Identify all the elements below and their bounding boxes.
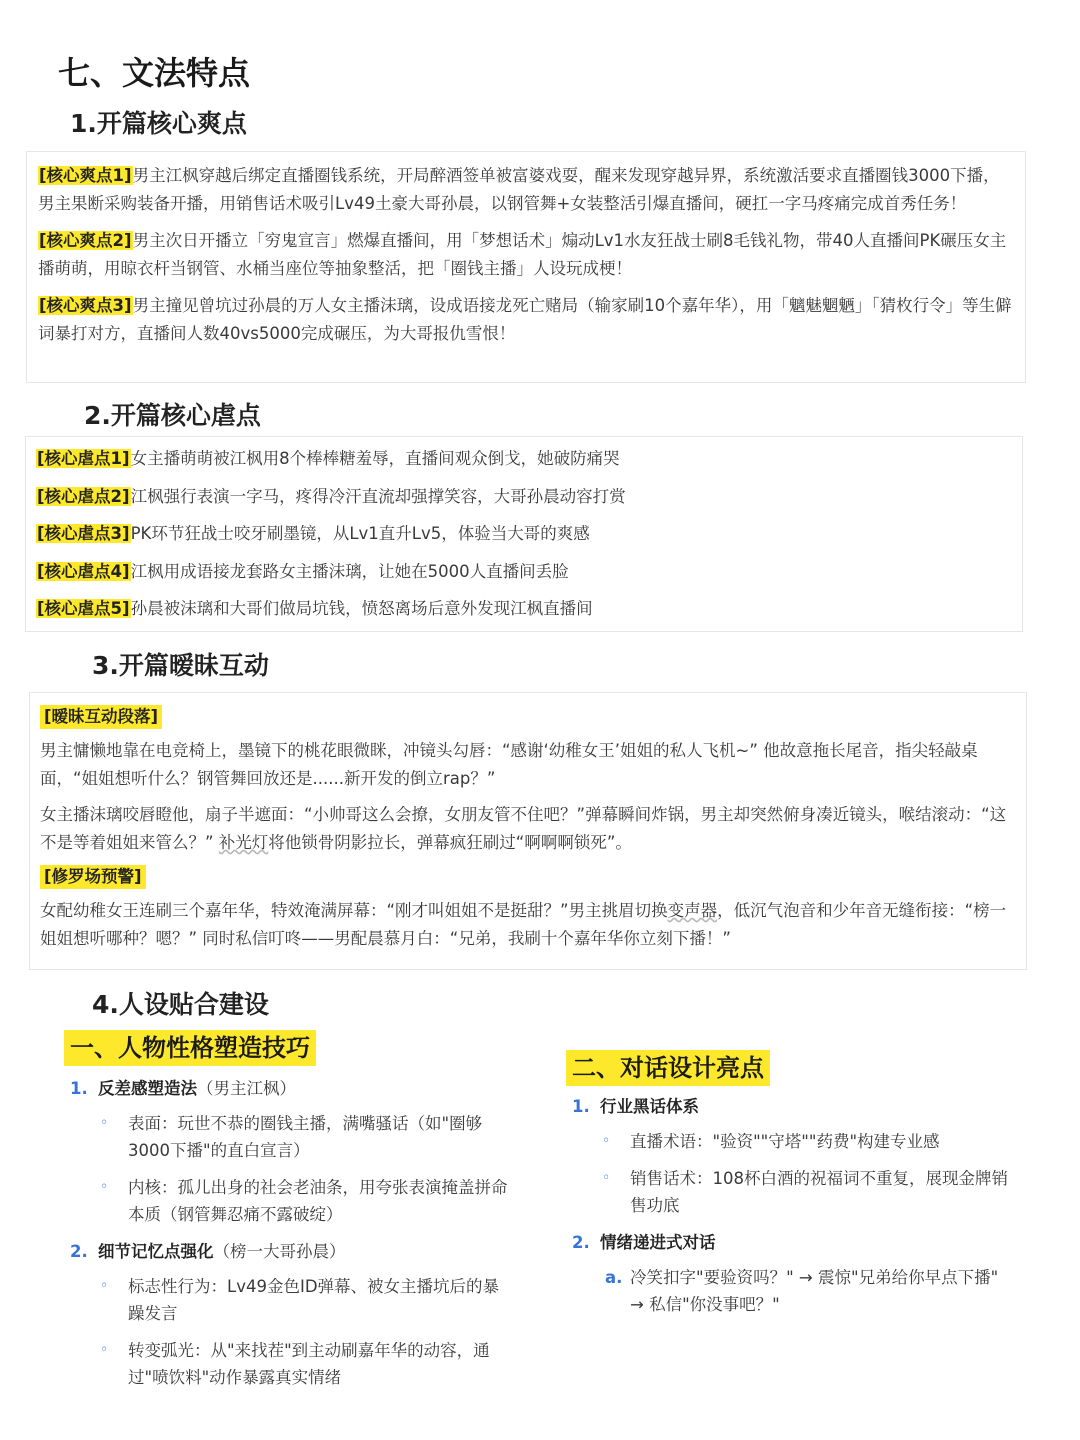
dialogue-highlights-title: 二、对话设计亮点 — [566, 1050, 770, 1086]
sub-item: a. 冷笑扣字"要验资吗？" → 震惊"兄弟给你早点下播" → 私信"你没事吧？" — [605, 1268, 999, 1314]
list-item: 1. 行业黑话体系 — [572, 1097, 699, 1116]
core-highlights-box — [26, 151, 1026, 383]
romance-paragraph: 男主慵懒地靠在电竞椅上，墨镜下的桃花眼微眯，冲镜头勾唇：“感谢‘幼稚女王’姐姐的私人飞机~” 他故意拖长尾音，指尖轻敲桌面，“姐姐想听什么？钢管舞回放还是......新开发的倒立rap？” — [40, 741, 978, 788]
section-heading-3: 3.开篇暧昧互动 — [92, 651, 269, 680]
pain-point-item: [核心虐点2]江枫强行表演一字马，疼得冷汗直流却强撑笑容，大哥孙晨动容打赏 — [37, 486, 626, 506]
highlight-item: [核心爽点3]男主撞见曾坑过孙晨的万人女主播沫璃，设成语接龙死亡赌局（输家刷10个嘉年华），用「魑魅魍魉」「猜枚行令」等生僻词暴打对方，直播间人数40vs5000完成碾压，为大哥报仇雪恨！ — [38, 296, 1012, 343]
bullet-icon: ◦ — [100, 1278, 109, 1294]
list-item: 2. 细节记忆点强化（榜一大哥孙晨） — [70, 1242, 346, 1261]
sub-item: ◦ 转变弧光：从"来找茬"到主动刷嘉年华的动容，通过"喷饮料"动作暴露真实情绪 — [70, 1337, 510, 1391]
conflict-paragraph: 女配幼稚女王连刷三个嘉年华，特效淹满屏幕：“刚才叫姐姐不是挺甜？”男主挑眉切换变声器，低沉气泡音和少年音无缝衔接：“榜一姐姐想听哪种？嗯？” 同时私信叮咚——男配晨慕月白：“兄弟，我刷十个嘉年华你立刻下播！” — [40, 901, 1007, 948]
character-techniques-list — [70, 1075, 510, 1401]
dialogue-highlights-list — [572, 1093, 1012, 1328]
bullet-icon: ◦ — [602, 1170, 611, 1186]
section-heading-1: 1.开篇核心爽点 — [70, 109, 247, 138]
pain-point-item: [核心虐点4]江枫用成语接龙套路女主播沫璃，让她在5000人直播间丢脸 — [37, 561, 569, 581]
bullet-icon: ◦ — [100, 1179, 109, 1195]
pain-point-item: [核心虐点1]女主播萌萌被江枫用8个棒棒糖羞辱，直播间观众倒戈，她破防痛哭 — [37, 449, 620, 468]
highlight-item: [核心爽点1]男主江枫穿越后绑定直播圈钱系统，开局醉酒签单被富婆戏耍，醒来发现穿越异界，系统激活要求直播圈钱3000下播，男主果断采购装备开播，用销售话术吸引Lv49土豪大哥孙晨，以钢管舞+女装整活引爆直播间，硬扛一字马疼痛完成首秀任务！ — [38, 166, 1000, 213]
list-item: 1. 反差感塑造法（男主江枫） — [70, 1079, 296, 1098]
page-title: 七、文法特点 — [58, 54, 251, 92]
section-heading-2: 2.开篇核心虐点 — [84, 401, 261, 430]
conflict-warning-label: [修罗场预警] — [40, 865, 146, 889]
list-item: 2. 情绪递进式对话 — [572, 1233, 716, 1252]
bullet-icon: ◦ — [602, 1133, 611, 1149]
section-heading-4: 4.人设贴合建设 — [92, 990, 269, 1019]
romance-paragraph-label: [暧昧互动段落] — [40, 705, 162, 729]
sub-item: ◦ 直播术语："验资""守塔""药费"构建专业感 — [572, 1128, 1012, 1155]
pain-point-item: [核心虐点3]PK环节狂战士咬牙刷墨镜，从Lv1直升Lv5，体验当大哥的爽感 — [37, 524, 590, 543]
sub-item: ◦ 内核：孤儿出身的社会老油条，用夸张表演掩盖拼命本质（钢管舞忍痛不露破绽） — [70, 1174, 510, 1228]
romance-paragraph: 女主播沫璃咬唇瞪他，扇子半遮面：“小帅哥这么会撩，女朋友管不住吧？”弹幕瞬间炸锅，男主却突然俯身凑近镜头，喉结滚动：“这不是等着姐姐来管么？” 补光灯将他锁骨阴影拉长，弹幕疯狂刷过“啊啊啊锁死”。 — [40, 805, 1007, 852]
sub-item: ◦ 表面：玩世不恭的圈钱主播，满嘴骚话（如"圈够3000下播"的直白宣言） — [70, 1110, 510, 1164]
pain-point-item: [核心虐点5]孙晨被沫璃和大哥们做局坑钱，愤怒离场后意外发现江枫直播间 — [37, 599, 593, 618]
bullet-icon: ◦ — [100, 1115, 109, 1131]
romance-interaction-box — [29, 692, 1027, 970]
highlight-item: [核心爽点2]男主次日开播立「穷鬼宣言」燃爆直播间，用「梦想话术」煽动Lv1水友狂战士刷8毛钱礼物，带40人直播间PK碾压女主播萌萌，用晾衣杆当钢管、水桶当座位等抽象整活，把「圈钱主播」人设玩成梗！ — [38, 231, 1007, 278]
sub-item: ◦ 销售话术：108杯白酒的祝福词不重复，展现金牌销售功底 — [572, 1165, 1012, 1219]
sub-item: ◦ 标志性行为：Lv49金色ID弹幕、被女主播坑后的暴躁发言 — [70, 1273, 510, 1327]
character-techniques-title: 一、人物性格塑造技巧 — [64, 1030, 316, 1066]
bullet-icon: ◦ — [100, 1342, 109, 1358]
core-pain-points-box — [25, 436, 1023, 632]
